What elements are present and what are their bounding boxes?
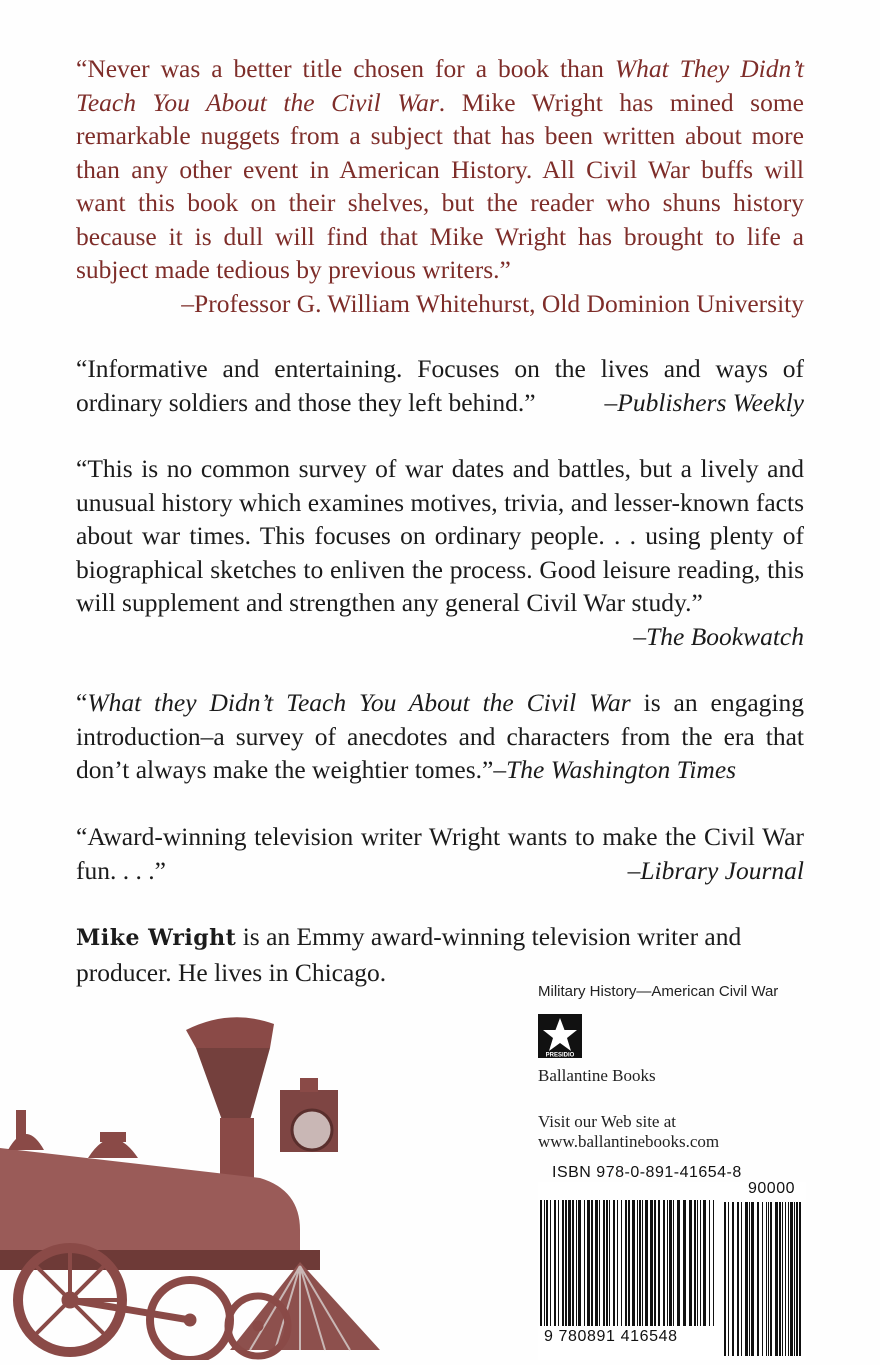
quote-washington-times (76, 686, 804, 787)
barcode-bar (658, 1200, 660, 1326)
barcode-bar (751, 1202, 754, 1356)
barcode-bar (544, 1200, 545, 1326)
barcode-bar (741, 1202, 742, 1356)
barcode-bar (628, 1200, 630, 1326)
barcode-bar (625, 1200, 627, 1326)
barcode-bar (728, 1202, 729, 1356)
isbn-label: ISBN 978-0-891-41654-8 (552, 1164, 742, 1181)
barcode-bar (558, 1200, 559, 1326)
quote-text: “Award-winning television writer Wright wants to make the Civil War fun. . . .” (76, 822, 804, 885)
barcode-bar (779, 1202, 781, 1356)
barcode-bar (790, 1202, 793, 1356)
website-url: www.ballantinebooks.com (538, 1132, 720, 1151)
barcode-bar (694, 1200, 696, 1326)
quote-attribution: –The Washington Times (493, 755, 737, 784)
logo-text: PRESIDIO (545, 1052, 575, 1058)
barcode-bar (565, 1200, 567, 1326)
barcode-bar (550, 1200, 551, 1326)
barcode-bar (757, 1202, 759, 1356)
barcode-bar (613, 1200, 615, 1326)
barcode-bar (724, 1202, 726, 1356)
quote-attribution: –Publishers Weekly (604, 387, 804, 417)
barcode-bar (645, 1200, 648, 1326)
quote-bookwatch (76, 452, 804, 653)
barcode-bar (606, 1200, 608, 1326)
website-intro: Visit our Web site at (538, 1112, 677, 1131)
barcode-bar (768, 1202, 769, 1356)
barcode-bar (677, 1200, 680, 1326)
barcode-bar (587, 1200, 590, 1326)
category-label: Military History—American Civil War (538, 983, 779, 1000)
barcode-bar (669, 1200, 672, 1326)
barcode-bar (713, 1200, 714, 1326)
barcode-bar (703, 1200, 706, 1326)
barcode-bar (639, 1200, 641, 1326)
barcode-bar (554, 1200, 556, 1326)
barcode-digits: 9 780891 416548 (544, 1328, 678, 1345)
barcode-bar (788, 1202, 789, 1356)
barcode-bar (673, 1200, 674, 1326)
barcode-bar (617, 1200, 618, 1326)
barcode-bar (562, 1200, 564, 1326)
star-icon (538, 1014, 582, 1058)
quote-text-post: is an engaging introduction–a survey of anecdotes and characters from the era that don’t always make the weightier tomes.” (76, 688, 804, 784)
barcode-bar (683, 1200, 686, 1326)
quote-whitehurst (76, 52, 804, 320)
barcode-bar (799, 1202, 801, 1356)
author-name: Mike Wright (76, 925, 237, 951)
barcode-bar (737, 1202, 739, 1356)
website-notice (538, 1112, 719, 1152)
quote-text-pre: “Never was a better title chosen for a book than (76, 54, 615, 83)
barcode-bar (599, 1200, 600, 1326)
barcode-bar (603, 1200, 605, 1326)
quote-text-post: . Mike Wright has mined some remarkable nuggets from a subject that has been written about more than any other event in American History. All Civil War buffs will want this book on their shelves, but the reader who shuns history because it is dull will find that Mike Wright has brought to life a subject made tedious by previous writers.” (76, 87, 804, 284)
book-title: What They Didn’t Teach You About the Civil War (76, 54, 804, 117)
barcode-bar (770, 1202, 772, 1356)
price-code: 90000 (748, 1180, 795, 1197)
barcode-bar (584, 1200, 585, 1326)
barcode-bar (775, 1202, 778, 1356)
barcode-bar (609, 1200, 610, 1326)
author-bio-text: is an Emmy award-winning television writer and producer. He lives in Chicago. (76, 922, 742, 987)
barcode-bar (642, 1200, 643, 1326)
barcode-bar (654, 1200, 656, 1326)
author-bio (76, 920, 804, 989)
barcode-bar (578, 1200, 581, 1326)
barcode-bar (762, 1202, 763, 1356)
quote-text: “This is no common survey of war dates and battles, but a lively and unusual history which examines motives, trivia, and lesser-known facts about war times. This focuses on ordinary people. . . using plenty of biographical sketches to enliven the process. Good leisure reading, this will supplement and strengthen any general Civil War study.” (76, 454, 804, 617)
barcode-bar (782, 1202, 783, 1356)
barcode-bar (650, 1200, 653, 1326)
barcode-bar (689, 1200, 692, 1326)
barcode-bar (796, 1202, 798, 1356)
quote-publishers-weekly (76, 352, 804, 419)
barcode-bar (667, 1200, 668, 1326)
quote-attribution: –Library Journal (627, 855, 804, 885)
barcode-bar (766, 1202, 767, 1356)
barcode-bar (621, 1200, 622, 1326)
barcode-bar (700, 1200, 701, 1326)
barcode-bar (576, 1200, 577, 1326)
quote-attribution: –Professor G. William Whitehurst, Old Dominion University (181, 288, 804, 318)
barcode-bar (568, 1200, 571, 1326)
quote-text-pre: “ (76, 688, 88, 717)
barcode-bar (794, 1202, 795, 1356)
barcode-bar (540, 1200, 542, 1326)
barcode-bar (637, 1200, 638, 1326)
barcode-bar (785, 1202, 786, 1356)
barcode-bar (663, 1200, 665, 1326)
barcode-bar (745, 1202, 748, 1356)
quote-text: “Informative and entertaining. Focuses on the lives and ways of ordinary soldiers and those they left behind.” (76, 354, 804, 417)
barcode-bar (732, 1202, 734, 1356)
barcode-bar (591, 1200, 593, 1326)
book-title: What they Didn’t Teach You About the Civil War (87, 688, 631, 717)
publisher-name: Ballantine Books (538, 1066, 656, 1085)
barcode-bar (709, 1200, 710, 1326)
barcode-bar (697, 1200, 698, 1326)
barcode-bar (546, 1200, 548, 1326)
locomotive-illustration (0, 1000, 500, 1360)
barcode-bar (749, 1202, 750, 1356)
quote-attribution: –The Bookwatch (633, 621, 804, 651)
quote-library-journal (76, 820, 804, 887)
barcode-bar (632, 1200, 635, 1326)
barcode-bar (572, 1200, 574, 1326)
barcode-bar (595, 1200, 598, 1326)
